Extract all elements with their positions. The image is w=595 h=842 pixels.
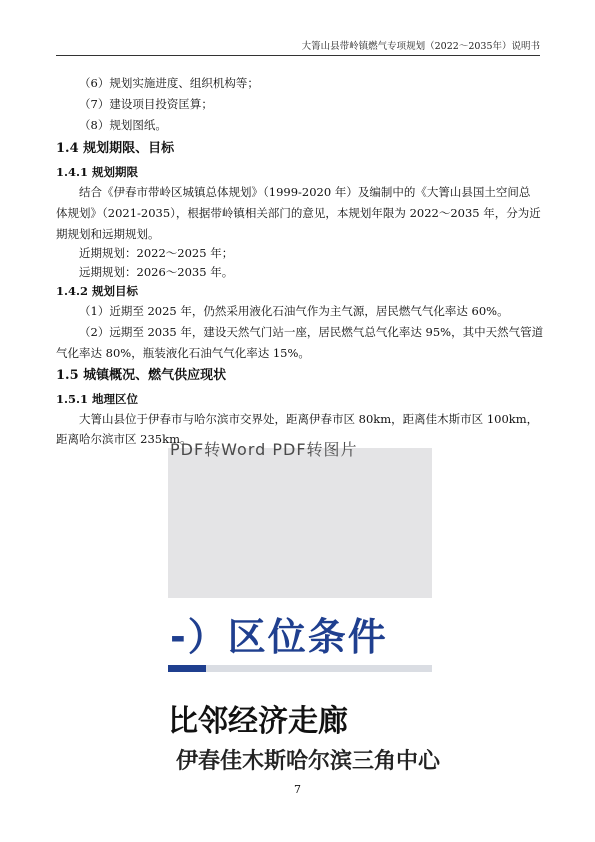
goal-near-term: （1）近期至 2025 年，仍然采用液化石油气作为主气源，居民燃气气化率达 60%。	[79, 304, 509, 318]
figure-title: -）区位条件	[170, 615, 388, 659]
goal-long-term-line: （2）远期至 2035 年，建设天然气门站一座，居民燃气总气化率达 95%，其中天然气管道	[79, 325, 544, 339]
header-rule	[56, 55, 540, 56]
near-term-period: 近期规划：2022～2025 年；	[79, 246, 234, 260]
figure-divider-bar	[168, 665, 432, 672]
figure-top-text: PDF转Word PDF转图片	[170, 440, 358, 459]
paragraph-line: 结合《伊春市带岭区城镇总体规划》（1999-2020 年）及编制中的《大箐山县国土空间总	[79, 185, 531, 199]
figure-gray-panel	[168, 448, 432, 598]
subsection-heading-1-4-2: 1.4.2 规划目标	[56, 284, 139, 298]
page-number: 7	[294, 783, 301, 796]
paragraph-line: 体规划》（2021-2035），根据带岭镇相关部门的意见，本规划年限为 2022～2035 年，分为近	[56, 206, 541, 220]
location-figure	[168, 440, 441, 774]
figure-cut-text: 伊春佳木斯哈尔滨三角中心	[176, 749, 441, 774]
section-heading-1-5: 1.5 城镇概况、燃气供应现状	[56, 368, 227, 383]
paragraph-line: 期规划和远期规划。	[56, 227, 160, 241]
running-header: 大箐山县带岭镇燃气专项规划（2022～2035年）说明书	[301, 41, 540, 52]
paragraph-line: 大箐山县位于伊春市与哈尔滨市交界处，距离伊春市区 80km，距离佳木斯市区 100km，	[79, 412, 539, 426]
section-heading-1-4: 1.4 规划期限、目标	[56, 141, 175, 156]
subsection-heading-1-4-1: 1.4.1 规划期限	[56, 165, 139, 179]
list-item: （6）规划实施进度、组织机构等；	[79, 76, 259, 90]
list-item: （8）规划图纸。	[79, 118, 167, 132]
goal-long-term-line: 气化率达 80%，瓶装液化石油气气化率达 15%。	[56, 346, 310, 360]
subsection-heading-1-5-1: 1.5.1 地理区位	[56, 392, 139, 406]
figure-divider-accent	[168, 665, 206, 672]
list-item: （7）建设项目投资匡算；	[79, 97, 213, 111]
figure-heading: 比邻经济走廊	[168, 704, 348, 739]
long-term-period: 远期规划：2026～2035 年。	[79, 265, 234, 279]
paragraph-line: 距离哈尔滨市区 235km。	[56, 432, 192, 446]
